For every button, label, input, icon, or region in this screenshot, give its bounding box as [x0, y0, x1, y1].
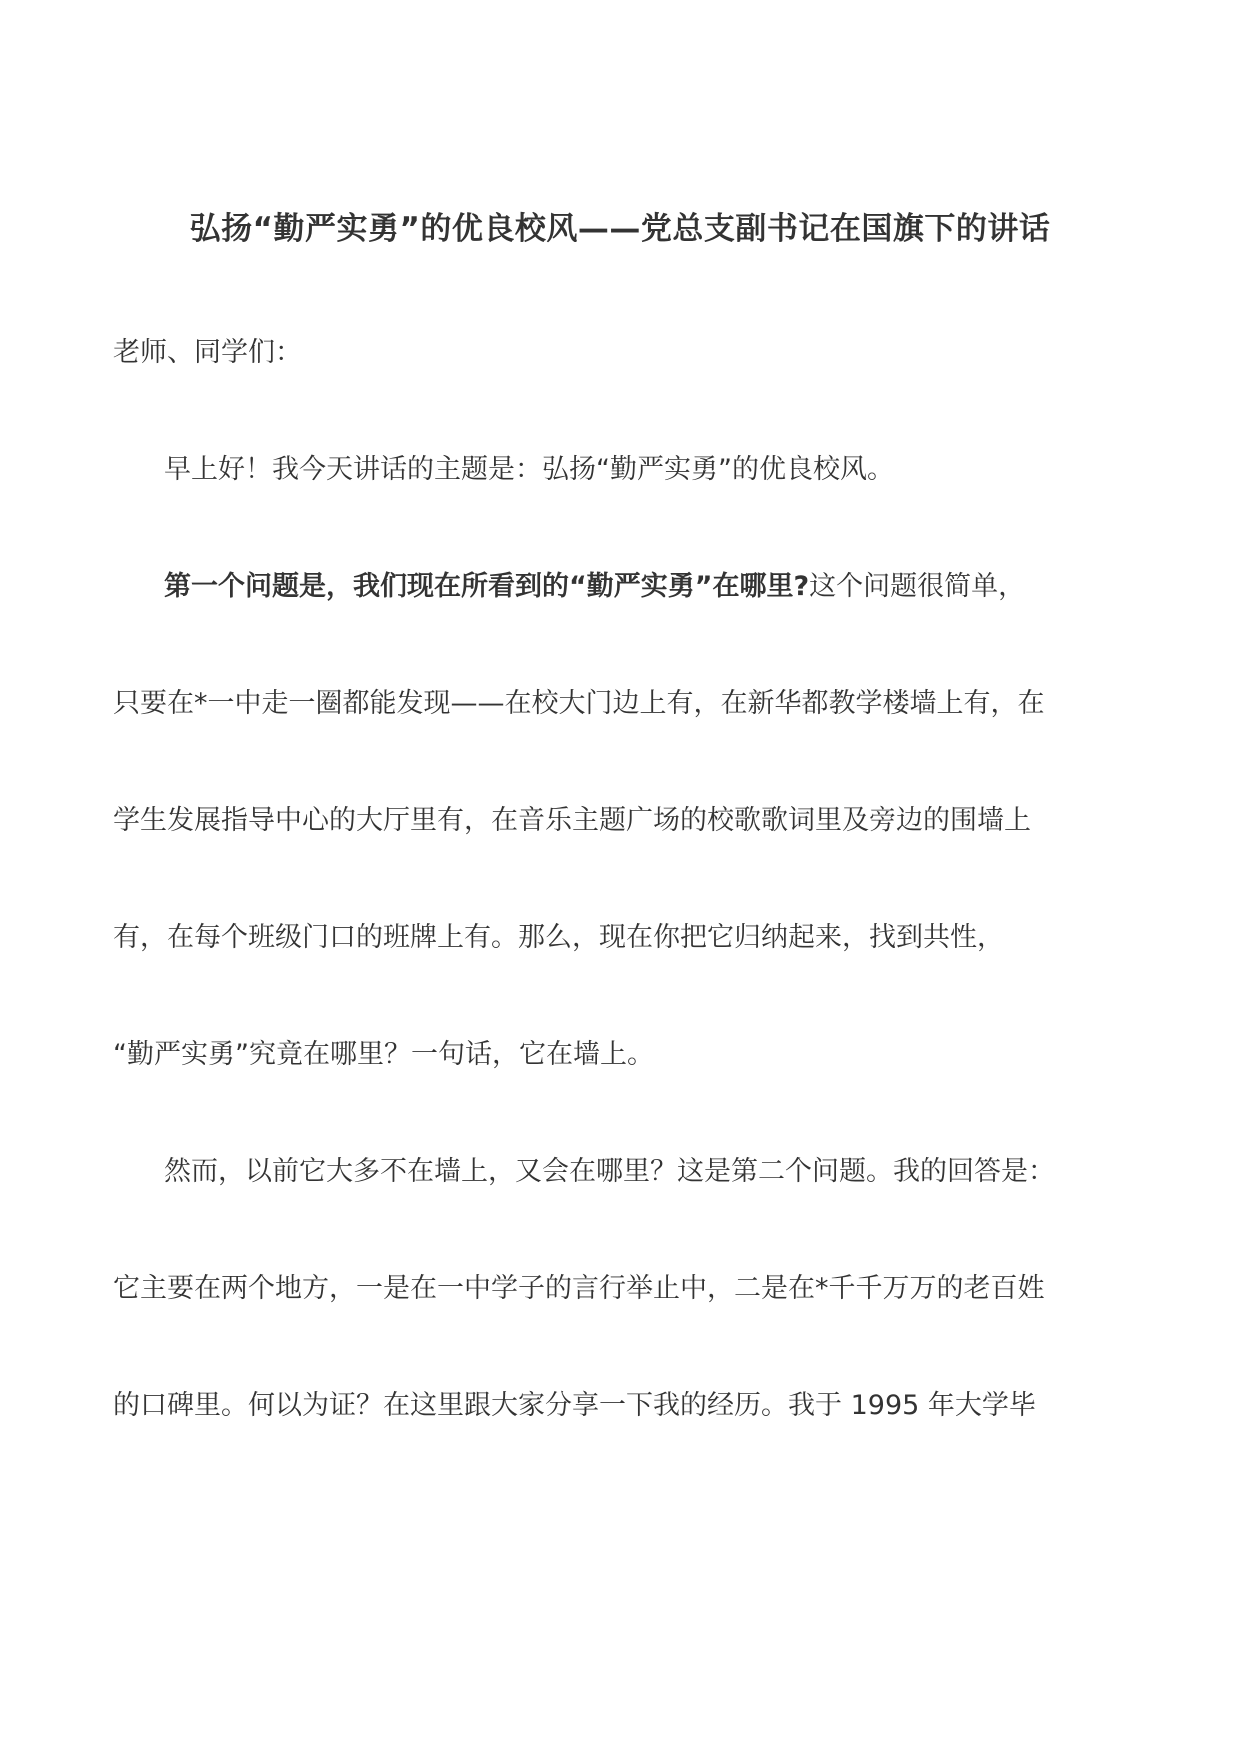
question-1-heading: 第一个问题是，我们现在所看到的“勤严实勇”在哪里?: [164, 571, 810, 602]
paragraph-1-line-3: 学生发展指导中心的大厅里有，在音乐主题广场的校歌歌词里及旁边的围墙上: [113, 805, 1031, 836]
document-title: 弘扬“勤严实勇”的优良校风——党总支副书记在国旗下的讲话: [189, 211, 1051, 247]
paragraph-2-line-2: 它主要在两个地方，一是在一中学子的言行举止中，二是在*千千万万的老百姓: [113, 1273, 1045, 1304]
paragraph-1-line-1: [164, 569, 1134, 605]
greeting-paragraph: 早上好！我今天讲话的主题是：弘扬“勤严实勇”的优良校风。: [164, 454, 894, 485]
paragraph-2-line-1: 然而，以前它大多不在墙上，又会在哪里？这是第二个问题。我的回答是：: [164, 1156, 1055, 1187]
paragraph-1-line-5: “勤严实勇”究竟在哪里？一句话，它在墙上。: [113, 1039, 654, 1070]
question-1-text: 这个问题很简单，: [809, 571, 1026, 602]
salutation: 老师、同学们：: [113, 337, 302, 368]
paragraph-1-line-2: 只要在*一中走一圈都能发现——在校大门边上有，在新华都教学楼墙上有，在: [113, 688, 1045, 719]
paragraph-2-line-3: 的口碑里。何以为证？在这里跟大家分享一下我的经历。我于 1995 年大学毕: [113, 1390, 1036, 1421]
paragraph-1-line-4: 有，在每个班级门口的班牌上有。那么，现在你把它归纳起来，找到共性，: [113, 922, 1004, 953]
